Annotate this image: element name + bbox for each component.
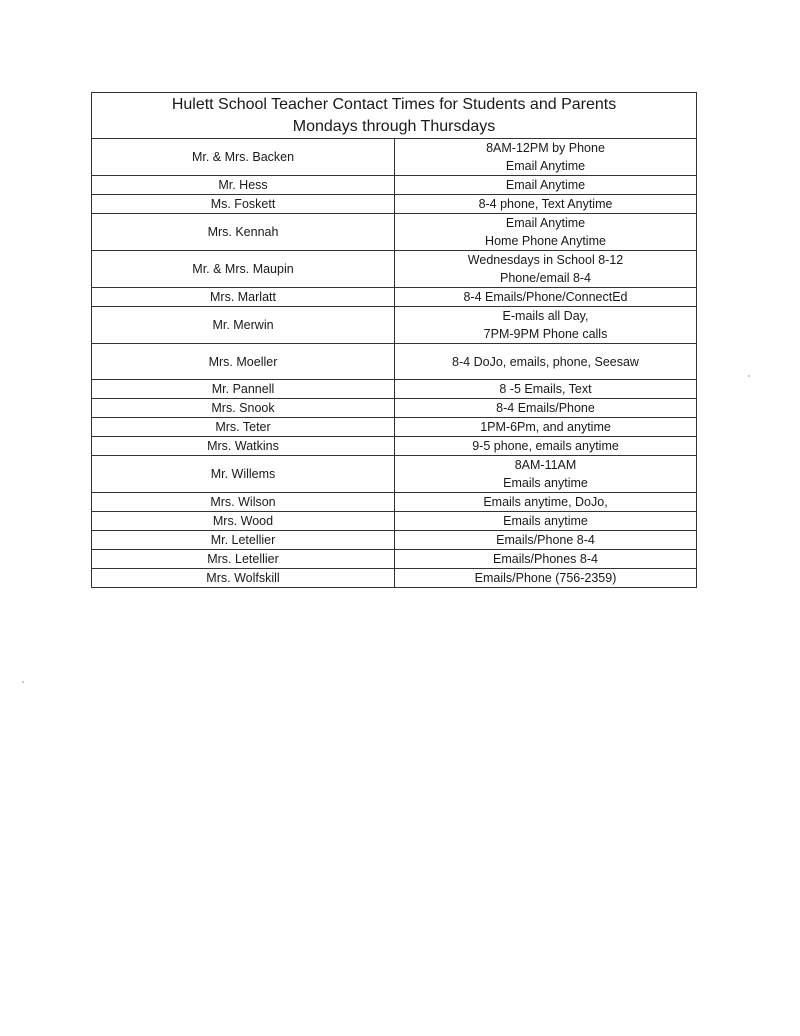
table-row <box>92 195 697 214</box>
contact-time-cell <box>395 569 697 588</box>
contact-time-cell <box>395 531 697 550</box>
table-title-cell <box>92 93 697 139</box>
contact-time-line: Emails anytime <box>503 476 588 490</box>
contact-time-line: Emails/Phones 8-4 <box>493 552 598 566</box>
contact-time-line: Wednesdays in School 8-12 <box>467 253 624 267</box>
teacher-name-cell: Mr. Letellier <box>92 531 395 550</box>
document-subtitle: Mondays through Thursdays <box>292 117 496 135</box>
table-row <box>92 531 697 550</box>
contact-time-line: Phone/email 8-4 <box>499 271 592 285</box>
contact-time-cell <box>395 214 697 251</box>
contact-time-line: 8AM-11AM <box>514 458 577 472</box>
teacher-name-cell: Mr. Willems <box>92 456 395 493</box>
table-row <box>92 456 697 493</box>
table-row <box>92 399 697 418</box>
teacher-name-cell: Ms. Foskett <box>92 195 395 214</box>
contact-time-line: 9-5 phone, emails anytime <box>472 439 619 453</box>
contact-time-cell <box>395 512 697 531</box>
scan-speck <box>22 681 24 683</box>
teacher-name-cell: Mrs. Watkins <box>92 437 395 456</box>
table-row <box>92 418 697 437</box>
contact-time-line: E-mails all Day, <box>502 309 589 323</box>
table-row <box>92 493 697 512</box>
contact-time-line: 8-4 DoJo, emails, phone, Seesaw <box>452 354 639 369</box>
teacher-name-cell: Mrs. Wilson <box>92 493 395 512</box>
teacher-name-cell: Mr. & Mrs. Backen <box>92 139 395 176</box>
teacher-name-cell: Mr. Merwin <box>92 307 395 344</box>
contact-time-cell <box>395 550 697 569</box>
table-row <box>92 214 697 251</box>
contact-time-line: Email Anytime <box>505 178 586 192</box>
teacher-name-cell: Mr. & Mrs. Maupin <box>92 251 395 288</box>
contact-time-cell <box>395 251 697 288</box>
teacher-name-cell: Mrs. Moeller <box>92 344 395 380</box>
contact-times-table <box>91 92 697 588</box>
teacher-name-cell: Mrs. Wood <box>92 512 395 531</box>
table-row <box>92 288 697 307</box>
teacher-name-cell: Mrs. Kennah <box>92 214 395 251</box>
contact-time-cell <box>395 176 697 195</box>
teacher-name-cell: Mrs. Letellier <box>92 550 395 569</box>
contact-time-line: 8-4 phone, Text Anytime <box>478 197 613 211</box>
table-row <box>92 569 697 588</box>
table-title-row <box>92 93 697 139</box>
teacher-name-cell: Mrs. Marlatt <box>92 288 395 307</box>
contact-time-line: 8-4 Emails/Phone <box>496 401 595 415</box>
table-row <box>92 380 697 399</box>
contact-time-line: 7PM-9PM Phone calls <box>483 327 608 341</box>
teacher-name-cell: Mrs. Wolfskill <box>92 569 395 588</box>
contact-time-line: 8-4 Emails/Phone/ConnectEd <box>463 290 628 304</box>
contact-time-cell <box>395 380 697 399</box>
document-title: Hulett School Teacher Contact Times for Students and Parents <box>171 95 617 113</box>
table-row <box>92 307 697 344</box>
contact-time-line: Emails/Phone (756-2359) <box>474 571 617 585</box>
contact-time-line: Emails anytime <box>503 514 588 528</box>
contact-time-line: 1PM-6Pm, and anytime <box>480 420 611 434</box>
table-row <box>92 344 697 380</box>
contact-time-cell <box>395 288 697 307</box>
teacher-name-cell: Mrs. Snook <box>92 399 395 418</box>
teacher-name-cell: Mr. Hess <box>92 176 395 195</box>
teacher-name-cell: Mrs. Teter <box>92 418 395 437</box>
contact-time-cell <box>395 437 697 456</box>
contact-time-line: 8AM-12PM by Phone <box>486 141 605 155</box>
table-row <box>92 437 697 456</box>
contact-time-cell <box>395 139 697 176</box>
contact-time-cell <box>395 195 697 214</box>
table-body <box>92 139 697 588</box>
table-row <box>92 550 697 569</box>
table-row <box>92 176 697 195</box>
contact-time-cell <box>395 418 697 437</box>
contact-time-line: Emails/Phone 8-4 <box>496 533 595 547</box>
contact-time-line: 8 -5 Emails, Text <box>499 382 592 396</box>
contact-time-cell <box>395 493 697 512</box>
scan-speck <box>748 375 750 377</box>
table-row <box>92 512 697 531</box>
contact-time-cell <box>395 456 697 493</box>
teacher-name-cell: Mr. Pannell <box>92 380 395 399</box>
contact-time-cell <box>395 344 697 380</box>
contact-time-cell <box>395 307 697 344</box>
table-row <box>92 139 697 176</box>
contact-time-line: Home Phone Anytime <box>485 234 606 248</box>
contact-time-line: Emails anytime, DoJo, <box>483 495 608 509</box>
contact-time-line: Email Anytime <box>505 216 586 230</box>
table-row <box>92 251 697 288</box>
contact-time-line: Email Anytime <box>505 159 586 173</box>
contact-time-cell <box>395 399 697 418</box>
